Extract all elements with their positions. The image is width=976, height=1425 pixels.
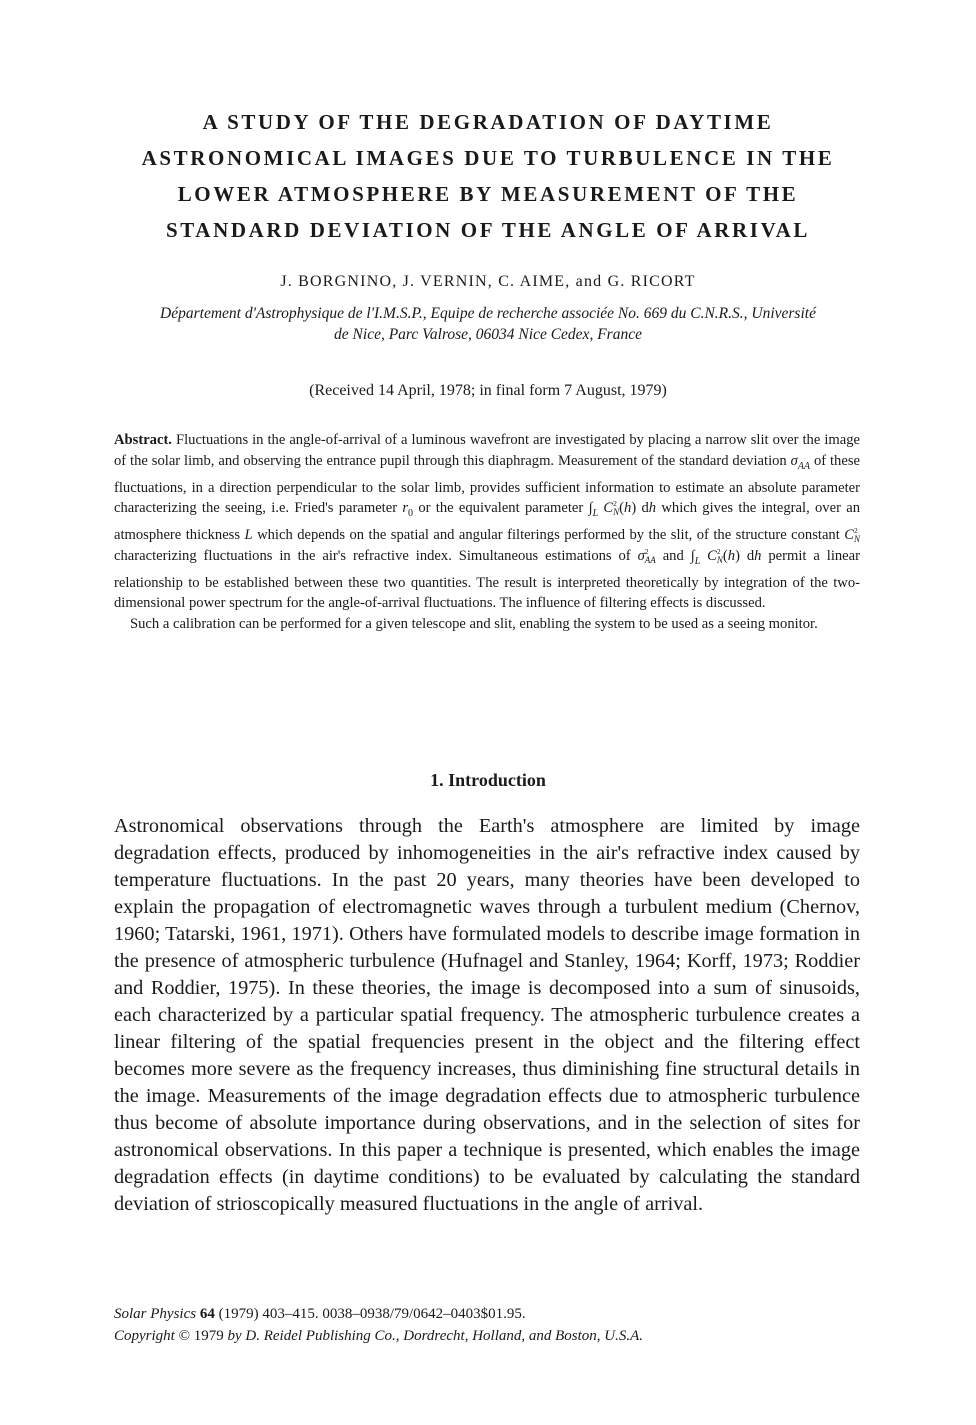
copyright-line (114, 1325, 874, 1347)
title-line: LOWER ATMOSPHERE BY MEASUREMENT OF THE (177, 182, 799, 206)
abstract-text: characterizing fluctuations in the air's refractive index. Simultaneous estimations of (114, 547, 638, 564)
citation-rest: (1979) 403–415. 0038–0938/79/0642–0403$01.95. (214, 1306, 526, 1322)
abstract-text: which depends on the spatial and angular filterings performed by the slit, of the structure constant (252, 527, 845, 543)
math-sigma-aa-squared: σ 2 AA (637, 546, 656, 565)
abstract-text: of these fluctuations, in a direction perpendicular to the solar limb, provides sufficient information to estimate an absolute parameter characterizing the seeing, i.e. Fried's parameter (114, 452, 860, 517)
math-r0: r (402, 500, 409, 517)
math-integral-cn2: $\int_L$ C 2 N (h) dh (588, 499, 657, 520)
abstract-text: permit a linear relationship to be established between these two quantities. The result is interpreted theoretically by integration of the two-dimensional power spectrum for the angle-of-arrival fluctuations. The influence of filtering effects is discussed. (114, 547, 860, 612)
copyright-symbol: © (178, 1328, 190, 1344)
publisher: by D. Reidel Publishing Co., Dordrecht, Holland, and Boston, U.S.A. (227, 1328, 644, 1344)
abstract-text: and (655, 547, 691, 564)
affiliation-line: de Nice, Parc Valrose, 06034 Nice Cedex, France (334, 326, 642, 343)
title-line: A STUDY OF THE DEGRADATION OF DAYTIME (202, 110, 774, 134)
math-L: L (244, 527, 253, 543)
copyright-word: Copyright (114, 1328, 175, 1344)
abstract-text: which gives the integral, over an atmosphere thickness (114, 500, 860, 543)
affiliation-line: Département d'Astrophysique de l'I.M.S.P., Equipe de recherche associée No. 669 du C.N.R.S., Université (160, 305, 816, 322)
authors: J. BORGNINO, J. VERNIN, C. AIME, and G. RICORT (280, 273, 696, 290)
abstract-label: Abstract. (114, 432, 172, 448)
journal-name: Solar Physics (114, 1306, 197, 1322)
abstract-paragraph: Abstract. Fluctuations in the angle-of-arrival of a luminous wavefront are investigated by placing a narrow slit over the image of the solar limb, and observing the entrance pupil through this diaphragm. Measurement of the standard deviation $\sigma_{AA}$ of these fluctuations, in a direction perpendicular to the solar limb, provides sufficient information to estimate an absolute parameter characterizing the seeing, i.e. Fried's parameter $r_0$ or the equivalent parameter $\int_L$ C 2 N (h) dh which gives the integral, over an atmosphere thickness L which depends on the spatial and angular filterings performed by the slit, of the structure constant C 2 N characterizing fluctuations in the air's refractive index. Simultaneous estimations of σ 2 AA and $\int_L$ C 2 N (h) dh permit a linear relationship to be established between these two quantities. The result is interpreted theoretically by integration of the two-dimensional power spectrum for the angle-of-arrival fluctuations. The influence of filtering effects is discussed. (114, 432, 860, 612)
journal-volume: 64 (199, 1306, 215, 1322)
copyright-year: 1979 (190, 1328, 228, 1344)
footer (114, 1303, 874, 1347)
math-integral-cn2: $\int_L$ C 2 N (h) dh (690, 546, 762, 567)
citation-line (114, 1303, 874, 1325)
title-line: STANDARD DEVIATION OF THE ANGLE OF ARRIVAL (165, 218, 810, 242)
title-line: ASTRONOMICAL IMAGES DUE TO TURBULENCE IN THE (141, 146, 835, 170)
intro-paragraph: Astronomical observations through the Earth's atmosphere are limited by image degradation effects, produced by inhomogeneities in the air's refractive index caused by temperature fluctuations. In the past 20 years, many theories have been developed to explain the propagation of electromagnetic waves through a turbulent medium (Chernov, 1960; Tatarski, 1961, 1971). Others have formulated models to describe image formation in the presence of atmospheric turbulence (Hufnagel and Stanley, 1964; Korff, 1973; Roddier and Roddier, 1975). In these theories, the image is decomposed into a sum of sinusoids, each characterized by a particular spatial frequency. The atmospheric turbulence creates a linear filtering of the spatial frequencies present in the object and the filtering effect becomes more severe as the frequency increases, thus diminishing fine structural details in the image. Measurements of the image degradation effects due to atmospheric turbulence thus become of absolute importance during observations, and in the selection of sites for astronomical observations. In this paper a technique is presented, which enables the image degradation effects (in daytime conditions) to be evaluated by calculating the standard deviation of strioscopically measured fluctuations in the angle of arrival. (114, 815, 860, 1215)
abstract-text: or the equivalent parameter (413, 500, 589, 517)
received-dates: (Received 14 April, 1978; in final form 7 August, 1979) (309, 382, 667, 399)
abstract-paragraph-2: Such a calibration can be performed for a given telescope and slit, enabling the system to be used as a seeing monitor. (130, 616, 818, 633)
abstract-text: Fluctuations in the angle-of-arrival of a luminous wavefront are investigated by placing a narrow slit over the image of the solar limb, and observing the entrance pupil through this diaphragm. Measurement of the standard deviation (114, 432, 860, 469)
math-cn2: C 2 N (844, 526, 860, 544)
paper-title (100, 104, 876, 248)
section-heading: 1. Introduction (430, 770, 546, 790)
abstract (114, 430, 860, 635)
math-sigma-aa: $\sigma_{AA}$ (790, 452, 811, 472)
affiliation (110, 303, 866, 345)
